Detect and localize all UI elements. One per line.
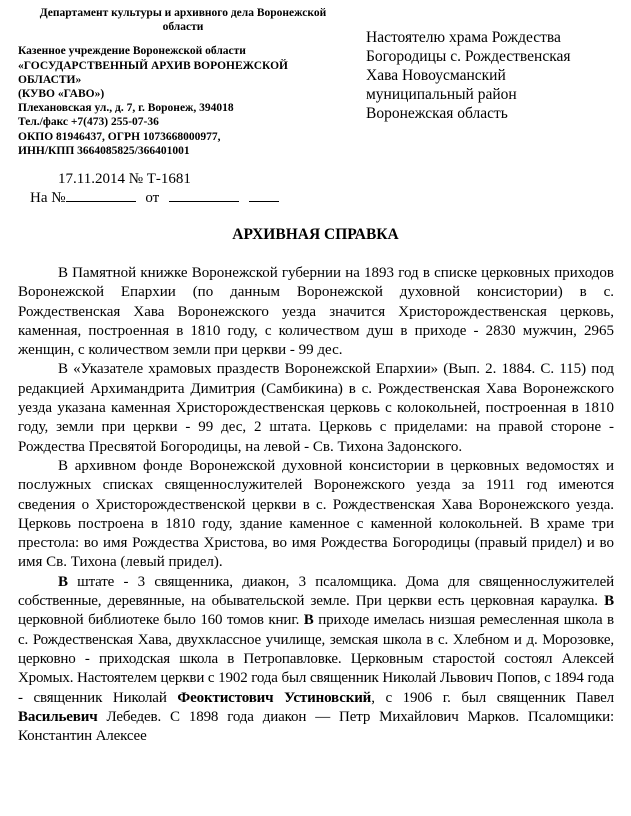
paragraph-4 [18, 573, 614, 747]
paragraph-3: В архивном фонде Воронежской духовной консистории в церковных ведомостях и послужных списках священнослужителей Воронежского уезда за 1911 год имеются сведения о Христорождественской церкви в с. Рождественская Хава Воронежского уезда. Церковь построена в 1810 году, здание каменное с каменной колокольней. В храме три престола: во имя Рождества Христова, во имя Рождества Богородицы (правый придел) и во имя Св. Тихона (левый придел). [18, 457, 614, 571]
org-line: (КУВО «ГАВО») [18, 88, 105, 101]
text-run: Лебедев. С 1898 года диакон — Петр Михайлович Марков. Псаломщики: Константин Алексее [18, 708, 614, 745]
department-name: Департамент культуры и архивного дела Воронежской области [39, 7, 327, 34]
bold-name: Феоктистович Устиновский [177, 689, 372, 706]
document-title: АРХИВНАЯ СПРАВКА [232, 226, 399, 243]
incoming-ref-line [30, 188, 279, 207]
on-no-label: На № [30, 190, 66, 206]
bold-name: Васильевич [18, 708, 98, 725]
text-run: приходе имелась низшая ремесленная школа в с. Рождественская Хава, двухклассное училище, земская школа в с. Хлебном и д. Морозовке, церковно - приходская школа в Петропавловке. Церковным старостой состоял Алексей Хромых. Настоятелем церкви с 1902 года был священник Николай Львович Попов, с 1894 года - священник Николай [18, 612, 614, 706]
text-run: , с 1906 г. был священник Павел [371, 689, 615, 706]
org-line: «ГОСУДАРСТВЕННЫЙ АРХИВ ВОРОНЕЖСКОЙ [18, 59, 288, 72]
text-run: церковной библиотеке было 160 томов книг. [18, 612, 304, 629]
bold-initial: В [604, 593, 614, 610]
addressee-line: Настоятелю храма Рождества [366, 29, 561, 46]
paragraph-1: В Памятной книжке Воронежской губернии на 1893 год в списке церковных приходов Воронежской Епархии (по данным Воронежской духовной консистории) в с. Рождественская Хава Воронежского уезда значится Христорождественская церковь, каменная, построенная в 1810 году, с количеством душ в приходе - 2830 мужчин, 2965 женщин, с количеством земли при церкви - 99 дес. [18, 265, 614, 359]
org-okpo: ОКПО 81946437, ОГРН 1073668000977, [18, 130, 221, 143]
org-line: ОБЛАСТИ» [18, 73, 82, 86]
org-address: Плехановская ул., д. 7, г. Воронеж, 394018 [18, 102, 234, 115]
org-line: Казенное учреждение Воронежской области [18, 45, 246, 58]
outgoing-date-number: 17.11.2014 № Т-1681 [58, 171, 191, 187]
bold-initial: В [58, 573, 68, 590]
blank-date [169, 188, 239, 202]
addressee-line: муниципальный район [366, 86, 517, 103]
sender-block [18, 6, 348, 158]
spacer [18, 34, 348, 44]
document-refs [30, 170, 279, 207]
text-run: штате - 3 священника, диакон, 3 псаломщика. Дома для священнослужителей собственные, деревянные, на обывательской земле. При церкви есть церковная караулка. [18, 573, 614, 610]
bold-initial: В [303, 612, 314, 629]
addressee-line: Хава Новоусманский [366, 67, 506, 84]
paragraph-2: В «Указателе храмовых праздеств Воронежской Епархии» (Вып. 2. 1884. С. 115) под редакцией Архимандрита Димитрия (Самбикина) в с. Рождественская Хава Воронежского уезда указана каменная Христорождественская церковь с колокольней, построенная в 1810 году, земли при церкви - 99 дес, 2 штата. Церковь с приделами: на правой стороне - Рождества Пресвятой Богородицы, на левой - Св. Тихона Задонского. [18, 361, 614, 455]
org-inn: ИНН/КПП 3664085825/366401001 [18, 144, 190, 157]
document-body [18, 264, 614, 746]
addressee-line: Богородицы с. Рождественская [366, 48, 571, 65]
from-label: от [145, 190, 160, 206]
addressee-block [366, 28, 616, 123]
blank-number [66, 188, 136, 202]
blank-year [249, 188, 279, 202]
addressee-line: Воронежская область [366, 105, 508, 122]
org-phone: Тел./факс +7(473) 255-07-36 [18, 116, 159, 129]
